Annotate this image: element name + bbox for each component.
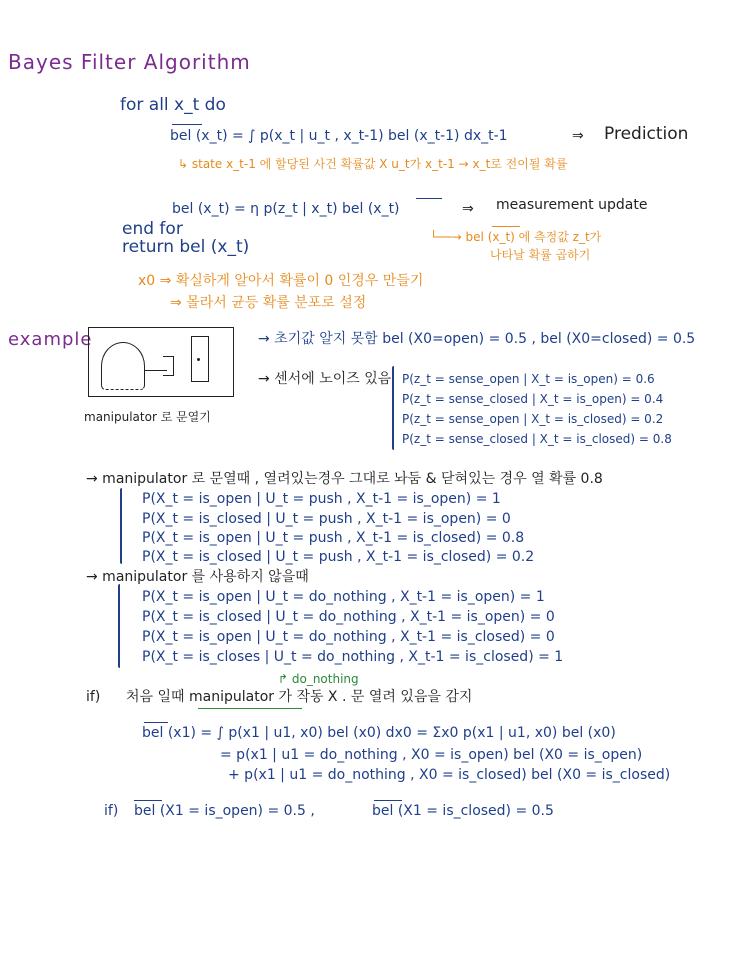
figure-caption: manipulator 로 문열기: [84, 410, 211, 424]
sensor-prob-4: P(z_t = sense_closed | X_t = is_closed) = 0.8: [402, 432, 672, 446]
end-for-line: end for: [122, 219, 183, 239]
bel-equation-1: bel (x1) = ∫ p(x1 | u1, x0) bel (x0) dx0 = Σx0 p(x1 | u1, x0) bel (x0): [142, 725, 616, 741]
measurement-note-2: 나타날 확률 곱하기: [490, 248, 591, 262]
x0-note-2: ⇒ 몰라서 균등 확률 분포로 설정: [170, 295, 367, 311]
robot-gripper: [163, 356, 174, 376]
noise-header: → 센서에 노이즈 있음: [258, 371, 392, 387]
robot-body: [101, 342, 145, 390]
sensor-prob-3: P(z_t = sense_open | X_t = is_closed) = 0.2: [402, 412, 664, 426]
measurement-equation: bel (x_t) = η p(z_t | x_t) bel (x_t): [172, 201, 400, 217]
overline-bel-measurement: [416, 198, 442, 199]
push-prob-1: P(X_t = is_open | U_t = push , X_t-1 = is_open) = 1: [142, 491, 501, 507]
measurement-note-1: └──→ bel (x_t) 에 측정값 z_t가: [430, 230, 602, 244]
sensor-prob-1: P(z_t = sense_open | X_t = is_open) = 0.6: [402, 372, 655, 386]
measurement-label: measurement update: [496, 197, 648, 213]
overline-bel-prediction: [172, 124, 202, 125]
overline-bel-x1: [144, 722, 168, 723]
result-open: bel (X1 = is_open) = 0.5 ,: [134, 803, 315, 819]
if-line: 처음 일때 manipulator 가 작동 X . 문 열려 있음을 감지: [126, 689, 473, 705]
for-all-line: for all x_t do: [120, 95, 226, 115]
bel-equation-2: = p(x1 | u1 = do_nothing , X0 = is_open) bel (X0 = is_open): [220, 747, 643, 763]
nothing-prob-3: P(X_t = is_open | U_t = do_nothing , X_t-1 = is_closed) = 0: [142, 629, 555, 645]
sensor-brace: [392, 366, 394, 450]
prediction-arrow: ⇒: [572, 128, 584, 144]
prediction-note: ↳ state x_t-1 에 할당된 사건 확률값 X u_t가 x_t-1 → x_t로 전이될 확률: [178, 157, 568, 171]
push-prob-2: P(X_t = is_closed | U_t = push , X_t-1 = is_open) = 0: [142, 511, 511, 527]
push-brace: [120, 488, 122, 564]
door-icon: [191, 336, 209, 382]
overline-bel-result-2: [374, 800, 402, 801]
push-prob-3: P(X_t = is_open | U_t = push , X_t-1 = is_closed) = 0.8: [142, 530, 525, 546]
result-prefix: if): [104, 803, 119, 819]
prediction-label: Prediction: [604, 124, 689, 144]
push-header: → manipulator 로 문열때 , 열려있는경우 그대로 놔둠 & 닫혀있는 경우 열 확률 0.8: [86, 471, 603, 487]
example-label: example: [8, 329, 93, 350]
initial-belief-line: → 초기값 알지 못함 bel (X0=open) = 0.5 , bel (X0=closed) = 0.5: [258, 331, 696, 347]
do-nothing-annotation: ↱ do_nothing: [278, 672, 359, 686]
nothing-prob-2: P(X_t = is_closed | U_t = do_nothing , X_t-1 = is_open) = 0: [142, 609, 555, 625]
page-title: Bayes Filter Algorithm: [8, 50, 251, 74]
measurement-arrow: ⇒: [462, 201, 474, 217]
manipulator-underline: [198, 708, 302, 709]
door-knob: [197, 358, 200, 361]
push-prob-4: P(X_t = is_closed | U_t = push , X_t-1 = is_closed) = 0.2: [142, 549, 535, 565]
x0-note-1: x0 ⇒ 확실하게 알아서 확률이 0 인경우 만들기: [138, 273, 424, 289]
nothing-prob-1: P(X_t = is_open | U_t = do_nothing , X_t-1 = is_open) = 1: [142, 589, 545, 605]
if-prefix: if): [86, 689, 101, 705]
prediction-equation: bel (x_t) = ∫ p(x_t | u_t , x_t-1) bel (x_t-1) dx_t-1: [170, 128, 508, 144]
overline-bel-note: [492, 226, 520, 227]
nothing-header: → manipulator 를 사용하지 않을때: [86, 569, 309, 585]
nothing-prob-4: P(X_t = is_closes | U_t = do_nothing , X_t-1 = is_closed) = 1: [142, 649, 564, 665]
nothing-brace: [118, 584, 120, 668]
manipulator-door-figure: [88, 327, 234, 397]
result-closed: bel (X1 = is_closed) = 0.5: [372, 803, 554, 819]
sensor-prob-2: P(z_t = sense_closed | X_t = is_open) = 0.4: [402, 392, 664, 406]
overline-bel-result-1: [134, 800, 162, 801]
return-line: return bel (x_t): [122, 237, 250, 257]
bel-equation-3: + p(x1 | u1 = do_nothing , X0 = is_closed) bel (X0 = is_closed): [228, 767, 671, 783]
